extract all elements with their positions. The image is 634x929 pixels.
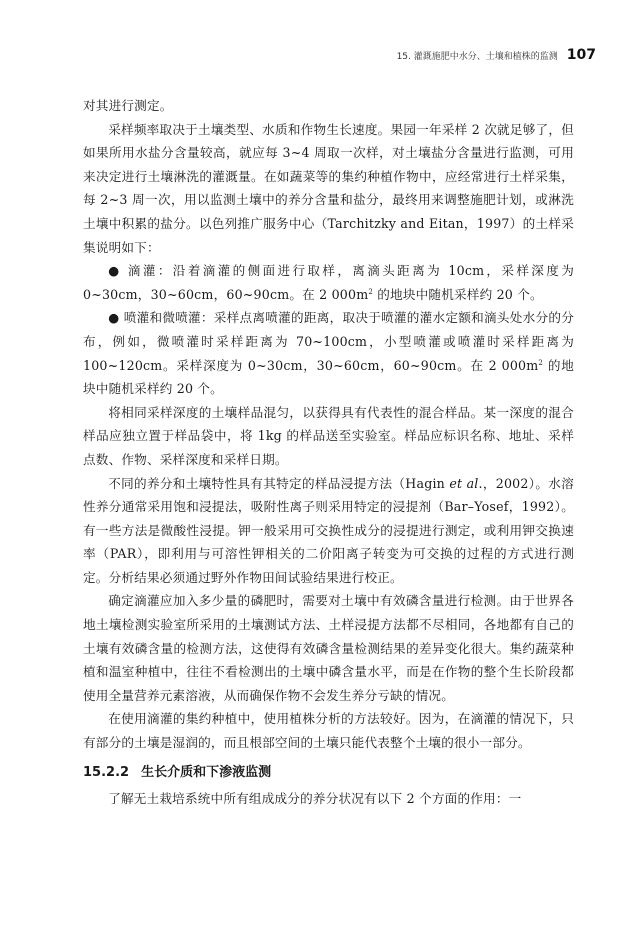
superscript-2: 2 [368,287,374,296]
extraction-text-rest: .，2002）。水溶性养分通常采用饱和浸提法，吸附性离子则采用特定的浸提剂（Bar–Yosef，1992）。有一些方法是微酸性浸提。钾一般采用可交换性成分的浸提进行测定，或利用钾交换速率（PAR），即利用与可溶性钾相关的二价阳离子转变为可交换的过程的方式进行测定。分析结果必须通过野外作物田间试验结果进行校正。 [83,475,574,585]
paragraph-mixing-samples: 将相同采样深度的土壤样品混匀，以获得具有代表性的混合样品。某一深度的混合样品应独立置于样品袋中，将 1kg 的样品送至实验室。样品应标识名称、地址、采样点数、作物、采样深度和采样日期。 [83,404,574,467]
bullet-drip-text: ● 滴灌：沿着滴灌的侧面进行取样，离滴头距离为 10cm，采样深度为 0~30cm，30~60cm，60~90cm。在 2 000m [83,263,574,302]
bullet-drip-text-end: 的地块中随机采样约 20 个。 [377,286,543,302]
running-header [397,47,596,63]
chapter-title: 15. 灌溉施肥中水分、土壤和植株的监测 [396,52,558,62]
paragraph-phosphorus: 确定滴灌应加入多少量的磷肥时，需要对土壤中有效磷含量进行检测。由于世界各地土壤检测实验室所采用的土壤测试方法、土样浸提方法都不尽相同，各地都有自己的土壤有效磷含量的检测方法，这使得有效磷含量检测结果的差异变化很大。集约蔬菜种植和温室种植中，往往不看检测出的土壤中磷含量水平，而是在作物的整个生长阶段都使用全量营养元素溶液，从而确保作物不会发生养分亏缺的情况。 [83,593,574,703]
section-heading [83,761,574,785]
bullet-sprinkler-text: ● 喷灌和微喷灌：采样点离喷灌的距离，取决于喷灌的灌水定额和滴头处水分的分布，例如，微喷灌时采样距离为 70~100cm，小型喷灌或喷灌时采样距离为 100~120cm。采样深度为 0~30cm，30~60cm，60~90cm。在 2 000m [83,310,574,373]
paragraph-soilless-culture: 了解无土栽培系统中所有组成成分的养分状况有以下 2 个方面的作用：一 [108,790,522,806]
paragraph-extraction-methods [83,472,574,590]
page-body [83,94,574,810]
extraction-text-start: 不同的养分和土壤特性具有其特定的样品浸提方法（Hagin [108,475,450,491]
et-al-italic: et al [449,475,479,491]
section-title: 生长介质和下渗液监测 [141,764,272,780]
bullet-sprinkler-irrigation [83,306,574,400]
page-number: 107 [566,47,596,63]
paragraph-continuation: 对其进行测定。 [83,98,173,113]
paragraph-plant-analysis: 在使用滴灌的集约种植中，使用植株分析的方法较好。因为，在滴灌的情况下，只有部分的土壤是湿润的，而且根部空间的土壤只能代表整个土壤的很小一部分。 [83,711,574,751]
bullet-drip-irrigation [83,259,574,306]
section-number: 15.2.2 [83,764,130,780]
paragraph-sampling-frequency: 采样频率取决于土壤类型、水质和作物生长速度。果园一年采样 2 次就足够了，但如果所用水盐分含量较高，就应每 3~4 周取一次样，对土壤盐分含量进行监测，可用来决定进行土壤淋洗的灌溉量。在如蔬菜等的集约种植作物中，应经常进行土样采集，每 2~3 周一次，用以监测土壤中的养分含量和盐分，最终用来调整施肥计划，或淋洗土壤中积累的盐分。以色列推广服务中心（Tarchitzky and Eitan，1997）的土样采集说明如下： [83,121,574,255]
superscript-2: 2 [538,358,544,367]
bullet-sprinkler-text-end: 的地块中随机采样约 20 个。 [83,357,574,397]
